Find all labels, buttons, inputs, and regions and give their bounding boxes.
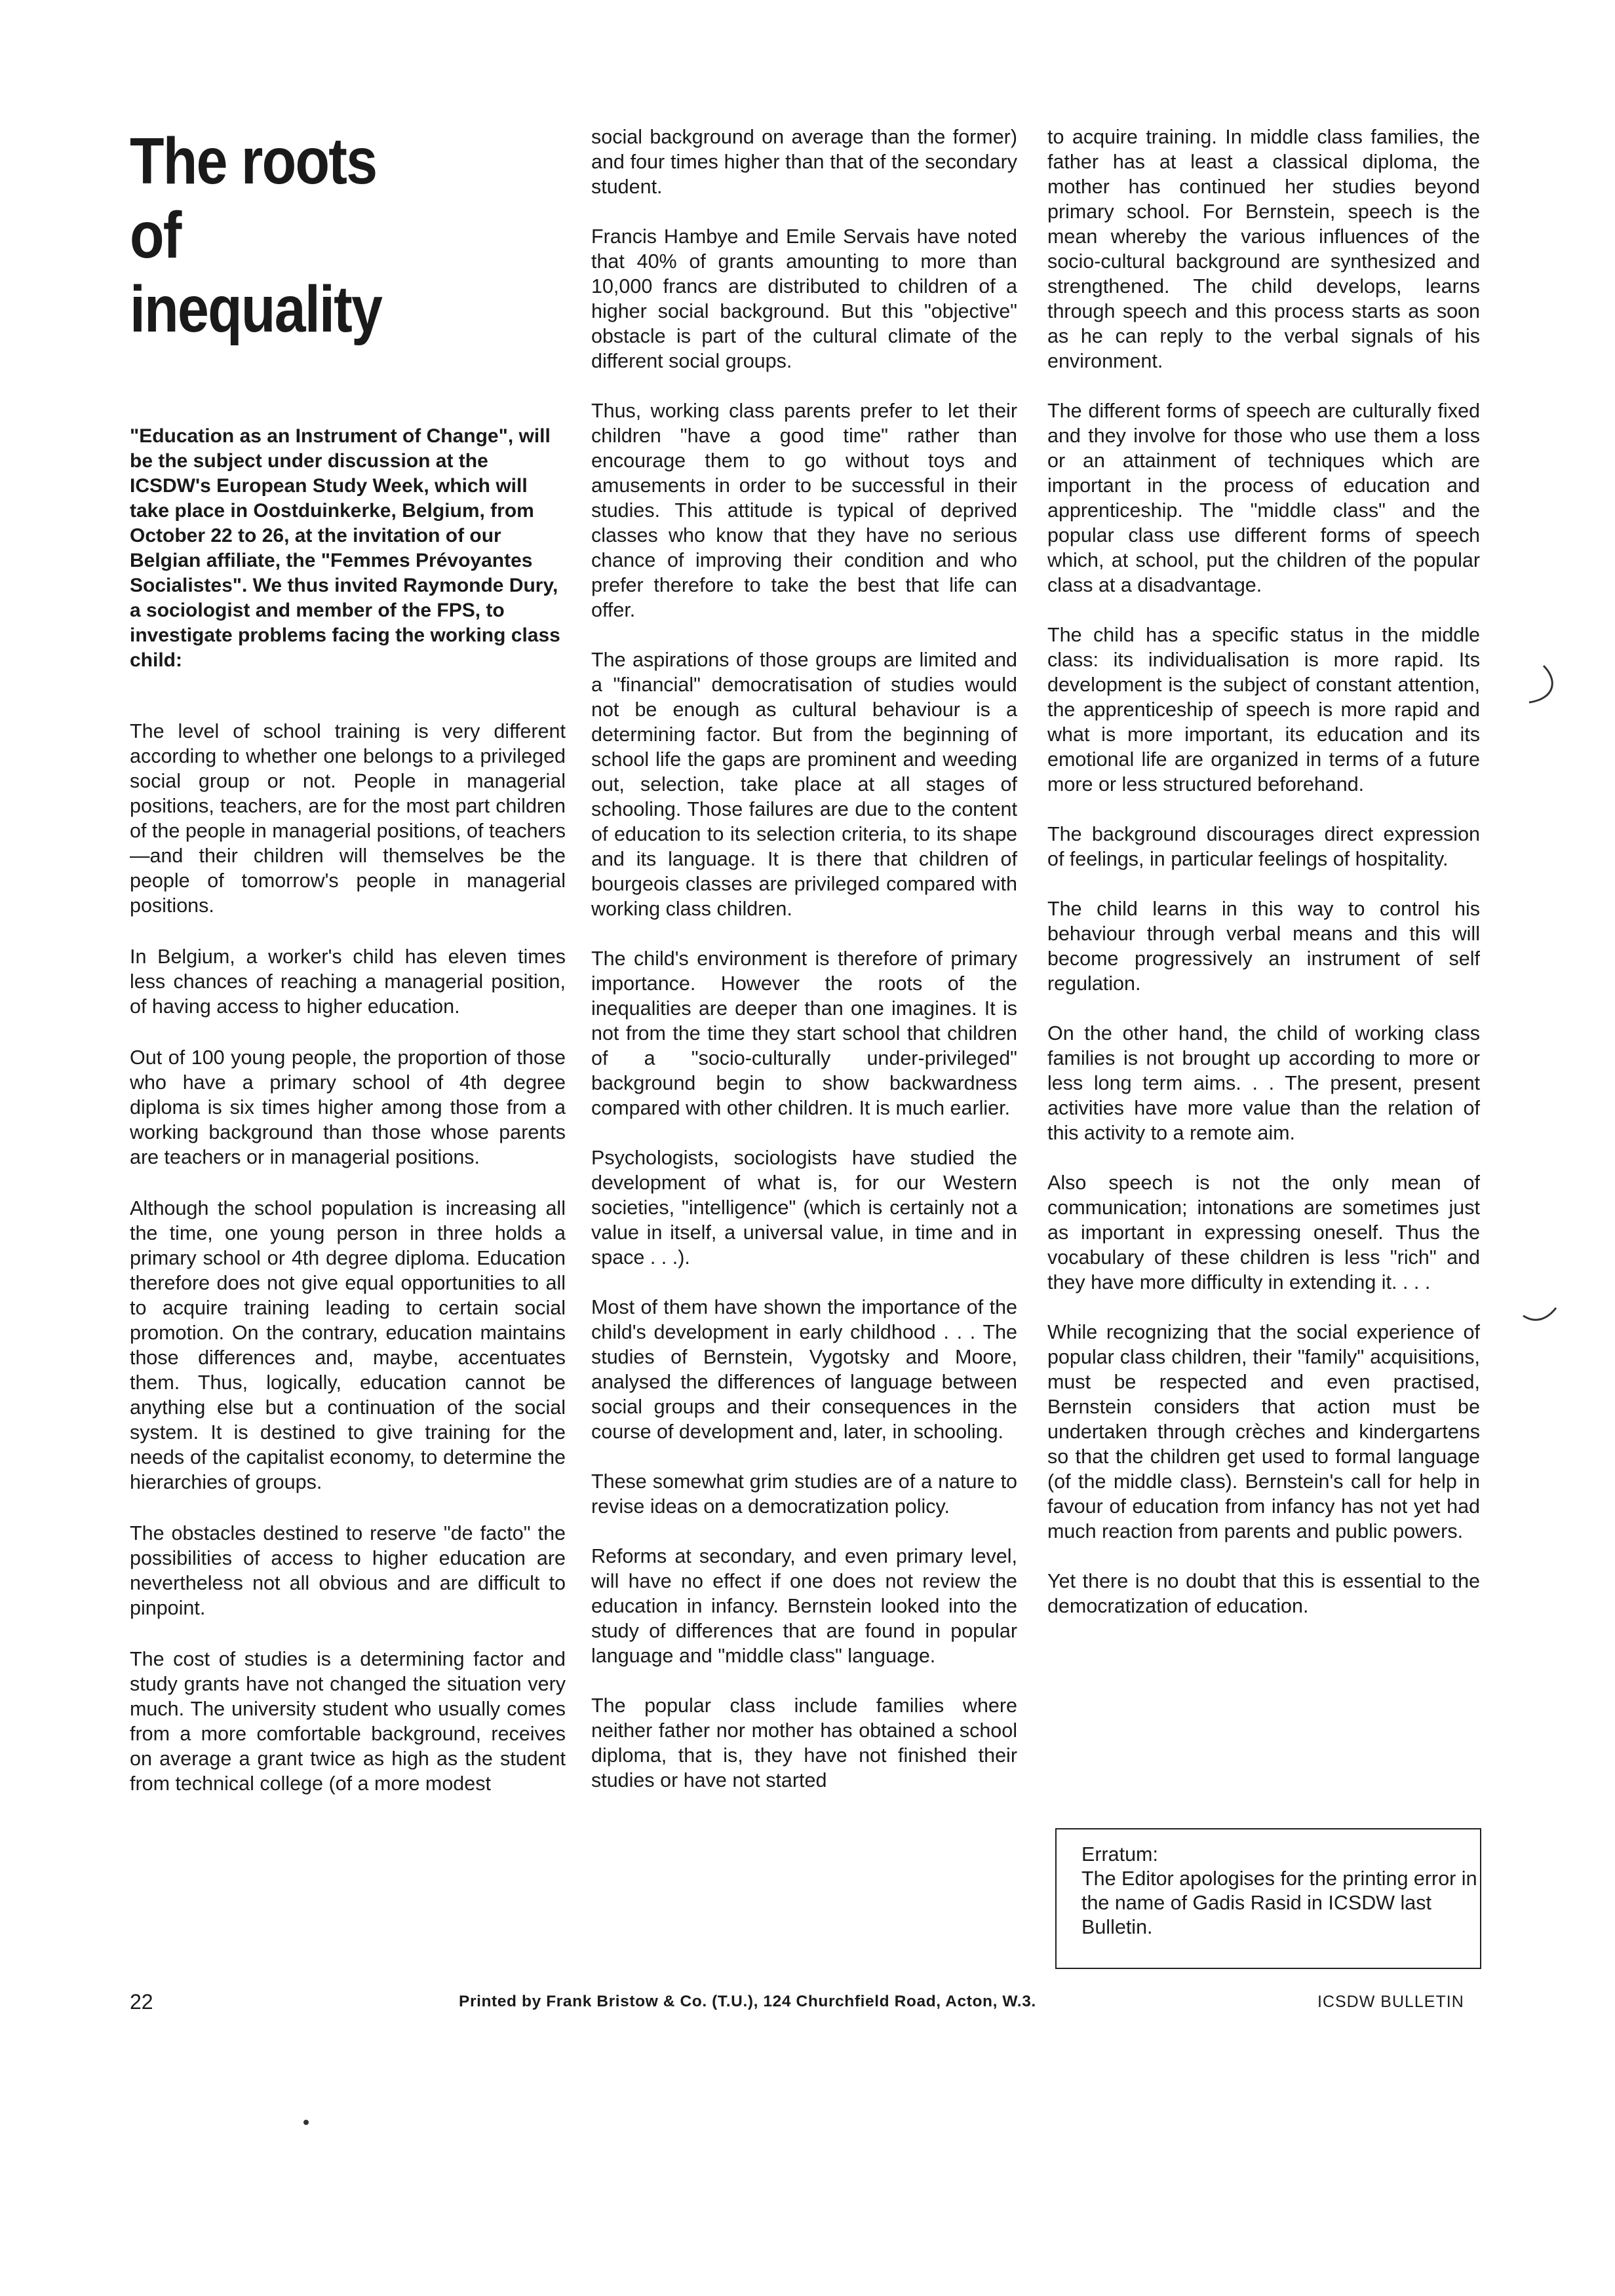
paragraph: Thus, working class parents prefer to let their children "have a good time" rather than encourage them to go without toys and amusements in order to be successful in their studies. This attitude is typical of deprived classes who know that they have no serious chance of improving their condition and who prefer therefore to take the best that life can offer.: [591, 400, 1017, 621]
paragraph: The child has a specific status in the middle class: its individualisation is more rapid. Its development is the subject of constant attention, the apprenticeship of speech is more rapid and what is more important, its education and its emotional life are organized in terms of a future more or less structured beforehand.: [1047, 624, 1480, 795]
paragraph: The cost of studies is a determining factor and study grants have not changed the situation very much. The university student who usually comes from a more comfortable background, receives on average a grant twice as high as the student from technical college (of a more modest: [130, 1648, 566, 1795]
paragraph: The child learns in this way to control his behaviour through verbal means and this will become progressively an instrument of self regulation.: [1047, 898, 1480, 995]
column-1: [130, 124, 566, 1822]
erratum-box: [1055, 1828, 1481, 1969]
paragraph: While recognizing that the social experience of popular class children, their "family" acquisitions, must be respected and even practised, Bernstein considers that action must be undertaken through crèches and kindergartens so that the children get used to formal language (of the middle class). Bernstein's call for help in favour of education from infancy has not yet had much reaction from parents and public powers.: [1047, 1321, 1480, 1542]
title-line: of: [130, 199, 181, 272]
paragraph: The child's environment is therefore of primary importance. However the roots of the inequalities are deeper than one imagines. It is not from the time they start school that children of a "socio-culturally under-privileged" background begin to show backwardness compared with other children. It is much earlier.: [591, 947, 1017, 1119]
paragraph: Reforms at secondary, and even primary level, will have no effect if one does not review the education in infancy. Bernstein looked into the study of differences that are found in popular language and "middle class" language.: [591, 1545, 1017, 1667]
erratum-heading: Erratum:: [1081, 1843, 1158, 1866]
printer-credit: Printed by Frank Bristow & Co. (T.U.), 124 Churchfield Road, Acton, W.3.: [459, 1993, 1036, 2010]
erratum-bottom-rule: [1055, 1968, 1481, 1969]
ink-dot-icon: [302, 2118, 311, 2127]
paragraph: The obstacles destined to reserve "de facto" the possibilities of access to higher education are nevertheless not all obvious and are difficult to pinpoint.: [130, 1522, 566, 1619]
column-3: [1047, 124, 1480, 1643]
erratum-text: The Editor apologises for the printing error in the name of Gadis Rasid in ICSDW last Bulletin.: [1081, 1867, 1477, 1938]
article-intro: "Education as an Instrument of Change", will be the subject under discussion at the ICSDW's European Study Week, which will take place in Oostduinkerke, Belgium, from October 22 to 26, at the invitation of our Belgian affiliate, the "Femmes Prévoyantes Socialistes". We thus invited Raymonde Dury, a sociologist and member of the FPS, to investigate problems facing the working class child:: [130, 425, 560, 671]
paragraph: Yet there is no doubt that this is essential to the democratization of education.: [1047, 1570, 1480, 1617]
paragraph: Out of 100 young people, the proportion of those who have a primary school of 4th degree diploma is six times higher among those from a working background than those whose parents are teachers or in managerial positions.: [130, 1046, 566, 1168]
paragraph: The level of school training is very different according to whether one belongs to a privileged social group or not. People in managerial positions, teachers, are for the most part children of the people in managerial positions, of teachers—and their children will themselves be the people of tomorrow's people in managerial positions.: [130, 720, 566, 917]
paragraph: Psychologists, sociologists have studied the development of what is, for our Western societies, "intelligence" (which is certainly not a value in itself, a universal value, in time and in space . . .).: [591, 1147, 1017, 1269]
paragraph: Although the school population is increasing all the time, one young person in three holds a primary school or 4th degree diploma. Education therefore does not give equal opportunities to all to acquire training leading to certain social promotion. On the contrary, education maintains those differences and, maybe, accentuates them. Thus, logically, education cannot be anything else but a continuation of the social system. It is destined to give training for the needs of the capitalist economy, to determine the hierarchies of groups.: [130, 1197, 566, 1493]
paragraph: On the other hand, the child of working class families is not brought up according to more or less long term aims. . . The present, present activities have more value than the relation of this activity to a remote aim.: [1047, 1022, 1480, 1144]
paragraph: The different forms of speech are culturally fixed and they involve for those who use them a loss or an attainment of techniques which are important in the process of education and apprenticeship. The "middle class" and the popular class use different forms of speech which, at school, put the children of the popular class at a disadvantage.: [1047, 400, 1480, 596]
paragraph: Also speech is not the only mean of communication; intonations are sometimes just as important in expressing oneself. Thus the vocabulary of these children is less "rich" and they have more difficulty in extending it. . . .: [1047, 1172, 1480, 1293]
margin-tick-icon: [1521, 1304, 1560, 1330]
paragraph: The popular class include families where neither father nor mother has obtained a school diploma, that is, they have not finished their studies or have not started: [591, 1694, 1017, 1791]
column-2: [591, 124, 1017, 1818]
erratum-top-rule: [1055, 1828, 1481, 1829]
paragraph: The background discourages direct expression of feelings, in particular feelings of hospitality.: [1047, 823, 1480, 870]
title-line: The roots: [130, 124, 377, 198]
margin-mark-icon: [1524, 662, 1563, 708]
paragraph: The aspirations of those groups are limited and a "financial" democratisation of studies would not be enough as cultural behaviour is a determining factor. But from the beginning of school life the gaps are prominent and weeding out, selection, take place at all stages of schooling. Those failures are due to the content of education to its selection criteria, to its shape and its language. It is there that children of bourgeois classes are privileged compared with working class children.: [591, 649, 1017, 920]
erratum-right-rule: [1480, 1828, 1481, 1969]
paragraph: social background on average than the former) and four times higher than that of the secondary student.: [591, 126, 1017, 198]
title-line: inequality: [130, 273, 382, 346]
page-number: 22: [130, 1990, 153, 2014]
paragraph: These somewhat grim studies are of a nature to revise ideas on a democratization policy.: [591, 1470, 1017, 1518]
paragraph: Francis Hambye and Emile Servais have noted that 40% of grants amounting to more than 10,000 francs are distributed to children of a higher social background. But this "objective" obstacle is part of the cultural climate of the different social groups.: [591, 225, 1017, 372]
paragraph: to acquire training. In middle class families, the father has at least a classical diploma, the mother has continued her studies beyond primary school. For Bernstein, speech is the mean whereby the various influences of the socio-cultural background are synthesized and strengthened. The child develops, learns through speech and this process starts as soon as he can reply to the verbal signals of his environment.: [1047, 126, 1480, 372]
paragraph: Most of them have shown the importance of the child's development in early childhood . . . The studies of Bernstein, Vygotsky and Moore, analysed the differences of language between social groups and their consequences in the course of development and, later, in schooling.: [591, 1296, 1017, 1443]
publication-name: ICSDW BULLETIN: [1317, 1993, 1464, 2011]
article-title: [130, 124, 505, 347]
erratum-left-rule: [1055, 1828, 1057, 1969]
paragraph: In Belgium, a worker's child has eleven times less chances of reaching a managerial position, of having access to higher education.: [130, 946, 566, 1018]
